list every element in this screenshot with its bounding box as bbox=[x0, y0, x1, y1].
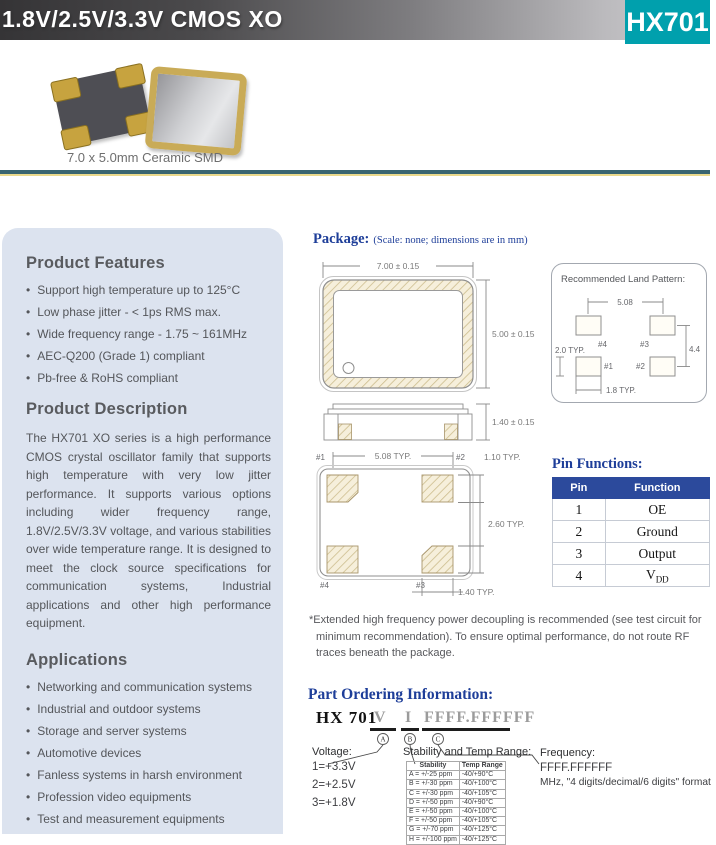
stability-table-body bbox=[407, 762, 506, 845]
pin-column-header: Pin bbox=[553, 478, 606, 499]
pad-label: #1 bbox=[604, 362, 613, 371]
stability-header-row bbox=[407, 762, 506, 771]
dimension-label: 1.40 TYP. bbox=[458, 587, 495, 597]
dimension-label: 7.00 ± 0.15 bbox=[376, 261, 420, 271]
dimension-label: 5.08 bbox=[617, 298, 633, 307]
part-number-badge: HX701 bbox=[625, 0, 710, 44]
pad-label: #3 bbox=[416, 581, 425, 590]
info-panel bbox=[2, 228, 283, 834]
pin-cell: 3 bbox=[553, 543, 606, 565]
pin-table-body bbox=[553, 499, 710, 587]
stability-cell: -40/+125°C bbox=[459, 835, 505, 844]
bullet-item bbox=[26, 680, 271, 695]
chip-pad bbox=[114, 63, 146, 89]
stability-row bbox=[407, 789, 506, 798]
frequency-value: FFFF.FFFFFF bbox=[540, 762, 613, 774]
function-cell: Ground bbox=[605, 521, 709, 543]
voltage-label: Voltage: bbox=[312, 746, 352, 758]
stability-row bbox=[407, 780, 506, 789]
bullet-text: Wide frequency range - 1.75 ~ 161MHz bbox=[37, 327, 247, 341]
pin-cell: 1 bbox=[553, 499, 606, 521]
dimension-label: 5.00 ± 0.15 bbox=[492, 329, 535, 339]
applications-heading: Applications bbox=[26, 650, 128, 669]
applications-list bbox=[26, 680, 271, 827]
stability-row bbox=[407, 808, 506, 817]
bullet-item bbox=[26, 812, 271, 827]
stability-cell: F = +/-50 ppm bbox=[407, 817, 460, 826]
bullet-icon: • bbox=[26, 767, 31, 782]
stability-cell: -40/+90°C bbox=[459, 798, 505, 807]
pin-table-header-row bbox=[553, 478, 710, 499]
package-heading-label: Package: bbox=[313, 231, 370, 247]
frequency-label: Frequency: bbox=[540, 747, 596, 759]
function-column-header: Function bbox=[605, 478, 709, 499]
ordering-voltage-code: V bbox=[374, 709, 387, 726]
product-photo bbox=[52, 60, 242, 150]
bullet-text: Test and measurement equipments bbox=[37, 811, 225, 826]
features-list bbox=[26, 283, 271, 386]
ordering-heading: Part Ordering Information: bbox=[308, 686, 494, 703]
voltage-option: 1=+3.3V bbox=[312, 761, 356, 773]
pad-label: #2 bbox=[456, 453, 465, 462]
voltage-option: 3=+1.8V bbox=[312, 797, 356, 809]
ordering-stability-code: I bbox=[405, 709, 413, 726]
stability-column-header: Stability bbox=[407, 762, 460, 771]
stability-cell: D = +/-50 ppm bbox=[407, 798, 460, 807]
ordering-frequency-code: FFFF.FFFFFF bbox=[424, 709, 536, 726]
ordering-base-code: HX 701 bbox=[316, 708, 378, 727]
bullet-item bbox=[26, 768, 271, 783]
bullet-item bbox=[26, 746, 271, 761]
bullet-icon: • bbox=[26, 811, 31, 826]
pin-cell: 2 bbox=[553, 521, 606, 543]
dimension-label: 5.08 TYP. bbox=[374, 451, 412, 461]
decoupling-note: *Extended high frequency power decoupling is recommended (see test circuit for minimum recommendation). To ensure optimal performance, do not route RF traces beneath the package. bbox=[309, 614, 702, 659]
pad-label: #3 bbox=[640, 340, 649, 349]
dimension-label: 4.4 bbox=[689, 345, 701, 354]
pin-table-row bbox=[553, 521, 710, 543]
features-heading: Product Features bbox=[26, 254, 165, 272]
bullet-icon: • bbox=[26, 745, 31, 760]
pin-table-row bbox=[553, 543, 710, 565]
dimension-label: 1.8 TYP. bbox=[606, 386, 636, 395]
bullet-item bbox=[26, 790, 271, 805]
package-top-side-view-drawing bbox=[308, 254, 558, 444]
land-pattern-drawing bbox=[550, 262, 708, 404]
bullet-icon: • bbox=[26, 283, 31, 297]
page-title: 1.8V/2.5V/3.3V CMOS XO bbox=[2, 6, 283, 32]
stability-cell: -40/+105°C bbox=[459, 789, 505, 798]
function-cell: Output bbox=[605, 543, 709, 565]
pin-cell: 4 bbox=[553, 565, 606, 587]
bullet-text: Storage and server systems bbox=[37, 723, 187, 738]
description-text: The HX701 XO series is a high performance CMOS crystal oscillator family that supports high temperature with very low jitter performance. It supports various options including wider frequency range, 1.8V/2.5V/3.3V voltage, and various stabilities over wide temperature range. It is designed to meet the clock source specifications for communication systems, Industrial applications and other high performance equipment. bbox=[26, 431, 271, 630]
dimension-label: 1.10 TYP. bbox=[484, 452, 521, 462]
stability-block bbox=[403, 746, 531, 845]
stability-label: Stability and Temp Range: bbox=[403, 746, 532, 758]
stability-cell: C = +/-30 ppm bbox=[407, 789, 460, 798]
chip-photo-top bbox=[145, 66, 248, 156]
voltage-options-list bbox=[312, 758, 355, 812]
stability-cell: B = +/-30 ppm bbox=[407, 780, 460, 789]
stability-row bbox=[407, 798, 506, 807]
bullet-item bbox=[26, 702, 271, 717]
stability-row bbox=[407, 826, 506, 835]
frequency-format: MHz, "4 digits/decimal/6 digits" format bbox=[540, 777, 711, 788]
pin-functions-heading: Pin Functions: bbox=[552, 456, 643, 472]
stability-row bbox=[407, 771, 506, 780]
bullet-icon: • bbox=[26, 305, 31, 319]
stability-cell: -40/+100°C bbox=[459, 780, 505, 789]
dimension-label: 2.60 TYP. bbox=[488, 519, 525, 529]
bullet-icon: • bbox=[26, 701, 31, 716]
chip-pad bbox=[50, 76, 82, 102]
header-bar bbox=[0, 0, 710, 40]
bullet-text: AEC-Q200 (Grade 1) compliant bbox=[37, 349, 205, 363]
bullet-icon: • bbox=[26, 349, 31, 363]
chip-photo-bottom bbox=[52, 66, 151, 147]
stability-cell: E = +/-50 ppm bbox=[407, 808, 460, 817]
bullet-text: Automotive devices bbox=[37, 745, 142, 760]
stability-column-header: Temp Range bbox=[459, 762, 505, 771]
stability-cell: H = +/-100 ppm bbox=[407, 835, 460, 844]
bullet-item bbox=[26, 349, 271, 364]
pad-label: #1 bbox=[316, 453, 325, 462]
pin1-marker-icon bbox=[343, 363, 354, 374]
function-cell: $V_{DD}$ bbox=[605, 565, 709, 587]
bullet-icon: • bbox=[26, 789, 31, 804]
marker-b-label: B bbox=[407, 735, 413, 744]
stability-row bbox=[407, 817, 506, 826]
package-bottom-view-drawing bbox=[308, 446, 558, 614]
chip-pad bbox=[60, 124, 92, 150]
stability-cell: -40/+125°C bbox=[459, 826, 505, 835]
divider-line-yellow bbox=[0, 174, 710, 176]
description-heading: Product Description bbox=[26, 400, 188, 418]
pad-label: #2 bbox=[636, 362, 645, 371]
bullet-text: Pb-free & RoHS compliant bbox=[37, 371, 178, 385]
bullet-item bbox=[26, 724, 271, 739]
voltage-options-block bbox=[312, 746, 355, 812]
bullet-icon: • bbox=[26, 679, 31, 694]
bullet-text: Fanless systems in harsh environment bbox=[37, 767, 242, 782]
stability-cell: G = +/-70 ppm bbox=[407, 826, 460, 835]
pad-label: #4 bbox=[320, 581, 329, 590]
stability-cell: -40/+90°C bbox=[459, 771, 505, 780]
voltage-option: 2=+2.5V bbox=[312, 779, 356, 791]
pin-table-row bbox=[553, 499, 710, 521]
bullet-text: Industrial and outdoor systems bbox=[37, 701, 201, 716]
package-heading bbox=[313, 230, 528, 248]
function-cell: OE bbox=[605, 499, 709, 521]
dimension-label: 1.40 ± 0.15 bbox=[492, 417, 535, 427]
bullet-text: Profession video equipments bbox=[37, 789, 192, 804]
stability-table bbox=[406, 761, 506, 845]
pad-label: #4 bbox=[598, 340, 607, 349]
bullet-icon: • bbox=[26, 327, 31, 341]
pin-functions-table bbox=[552, 477, 710, 587]
stability-cell: -40/+105°C bbox=[459, 817, 505, 826]
bullet-item bbox=[26, 283, 271, 298]
frequency-block bbox=[540, 747, 711, 788]
bullet-icon: • bbox=[26, 371, 31, 385]
bullet-item bbox=[26, 305, 271, 320]
ordering-diagram bbox=[308, 708, 711, 843]
bullet-text: Networking and communication systems bbox=[37, 679, 252, 694]
stability-cell: -40/+100°C bbox=[459, 808, 505, 817]
marker-a-label: A bbox=[380, 735, 386, 744]
bullet-text: Support high temperature up to 125°C bbox=[37, 283, 241, 297]
land-pattern-title: Recommended Land Pattern: bbox=[561, 274, 686, 285]
dimension-label: 2.0 TYP. bbox=[555, 346, 585, 355]
package-scale-note: (Scale: none; dimensions are in mm) bbox=[373, 235, 528, 246]
stability-row bbox=[407, 835, 506, 844]
photo-caption: 7.0 x 5.0mm Ceramic SMD bbox=[66, 150, 224, 165]
stability-cell: A = +/-25 ppm bbox=[407, 771, 460, 780]
bullet-text: Low phase jitter - < 1ps RMS max. bbox=[37, 305, 221, 319]
bullet-item bbox=[26, 327, 271, 342]
marker-c-label: C bbox=[435, 735, 441, 744]
pin-table-row bbox=[553, 565, 710, 587]
bullet-item bbox=[26, 371, 271, 386]
bullet-icon: • bbox=[26, 723, 31, 738]
